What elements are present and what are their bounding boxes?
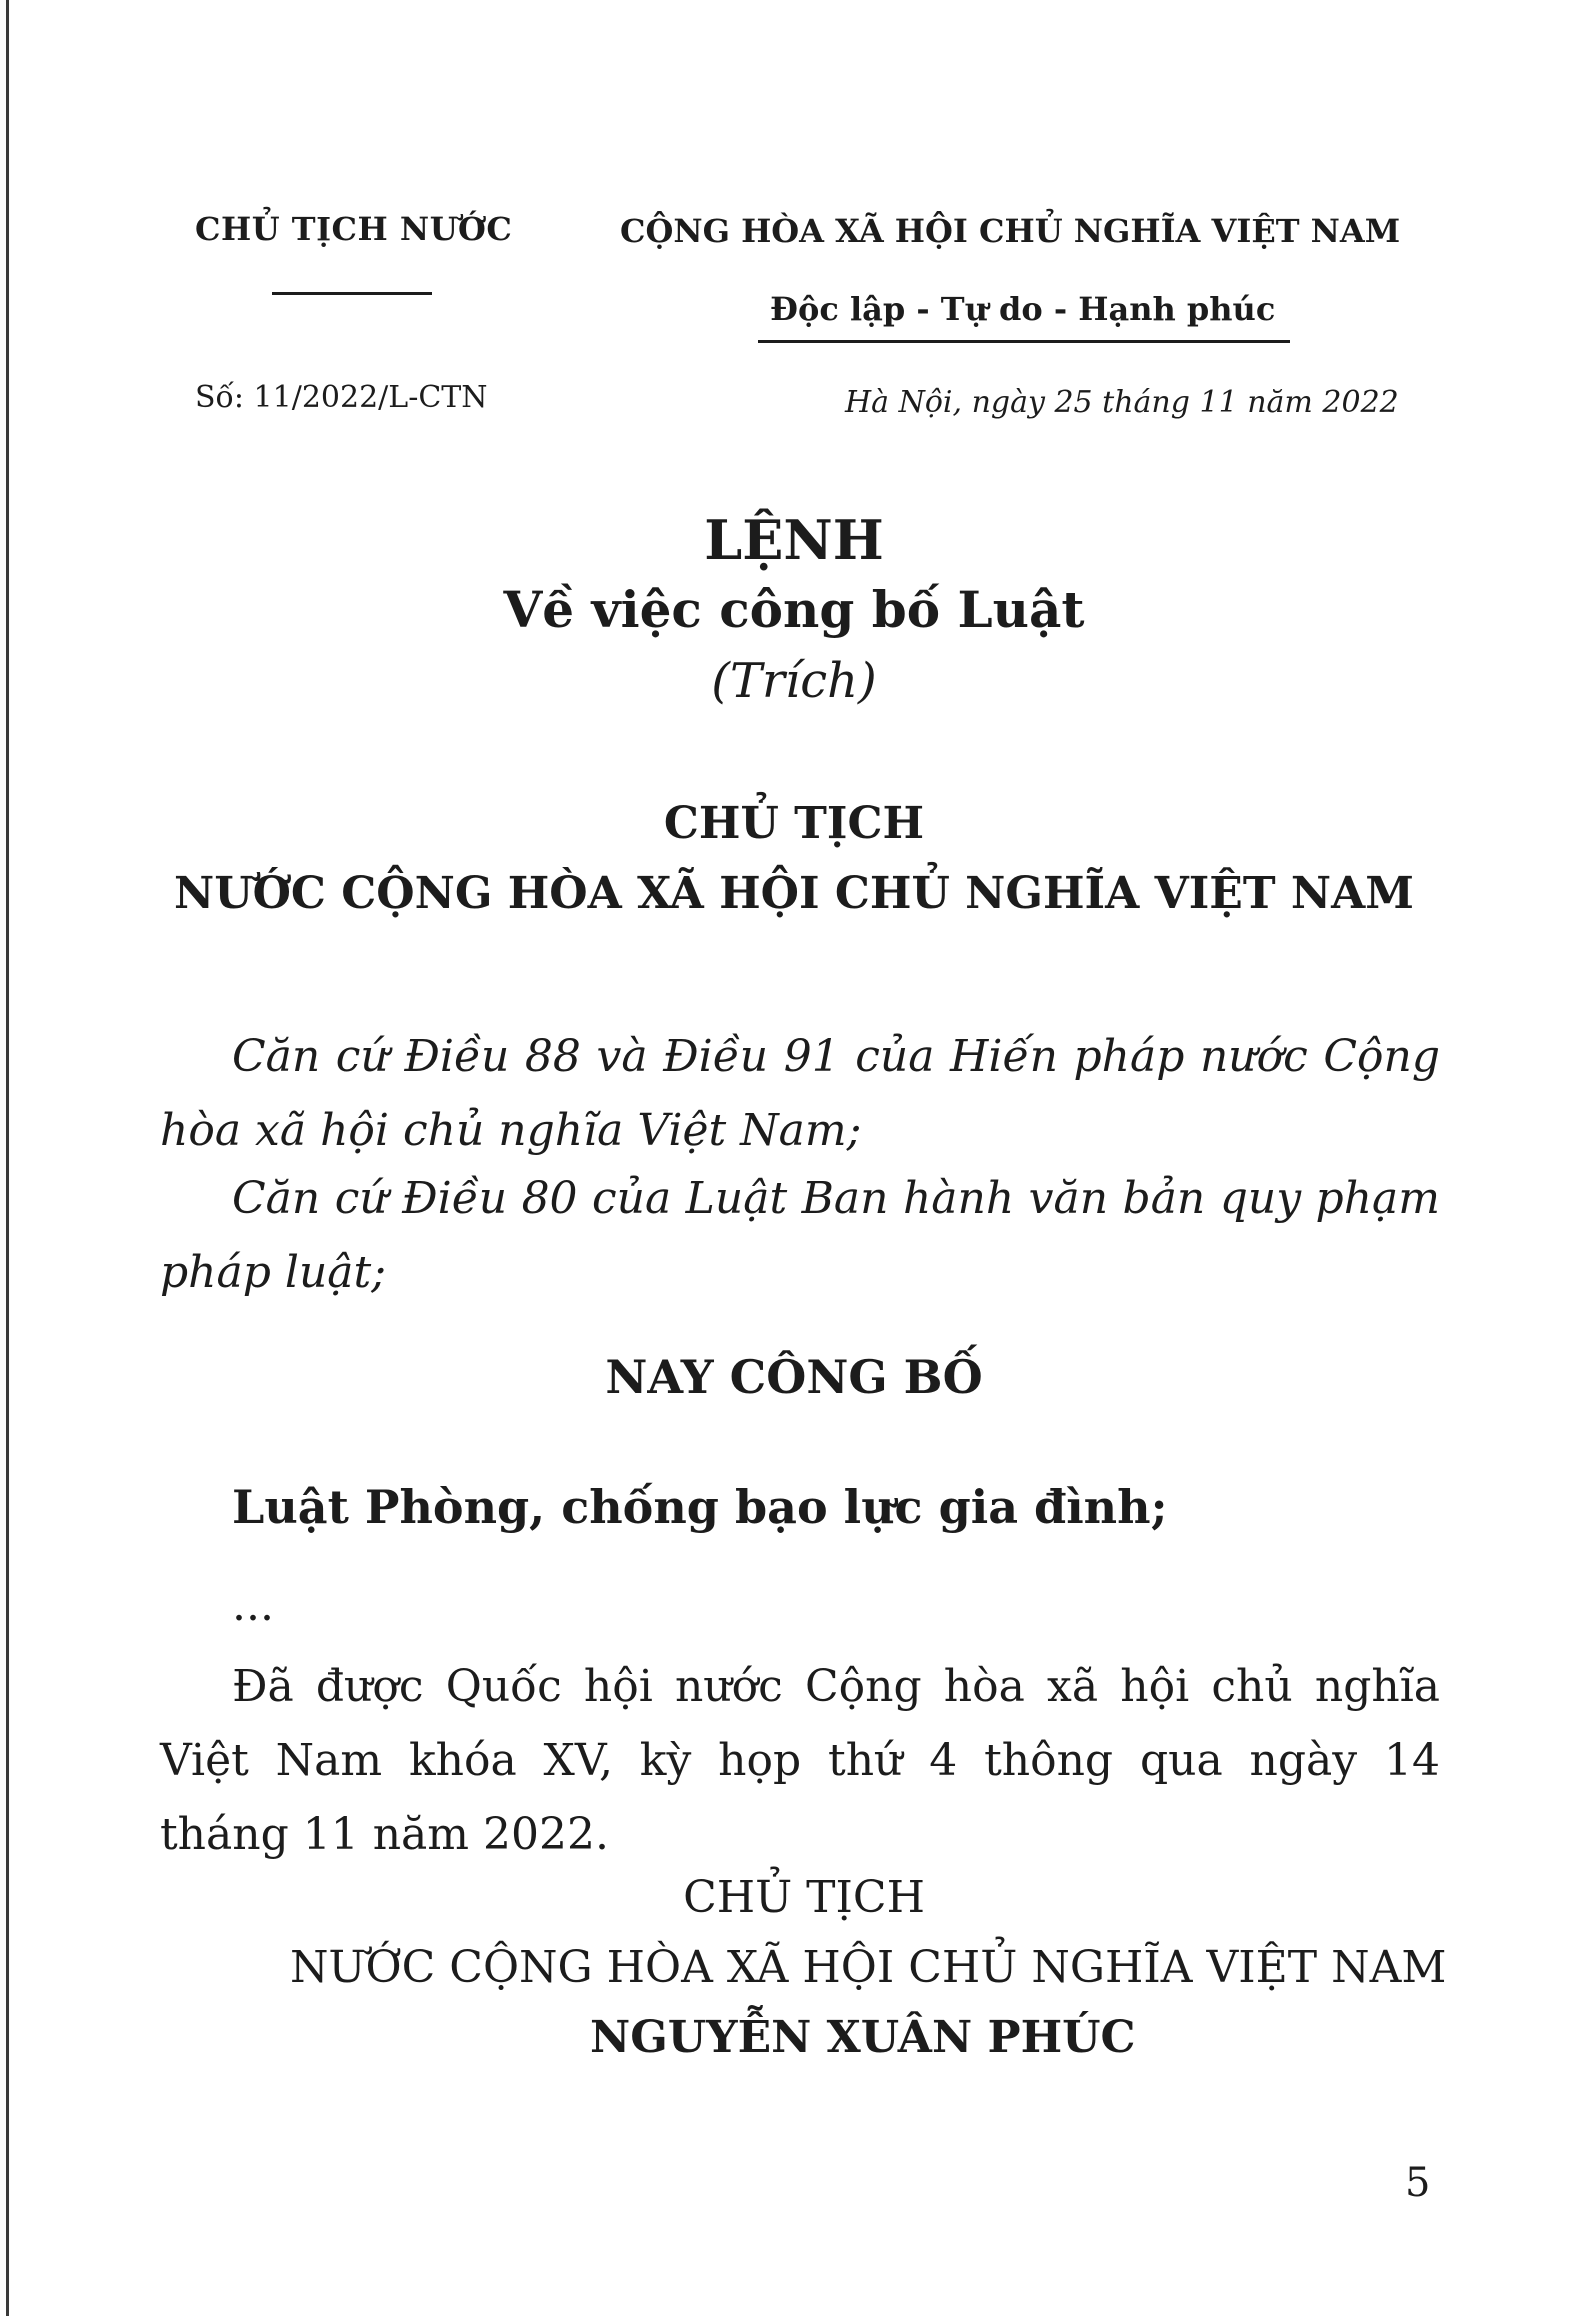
law-name: Luật Phòng, chống bạo lực gia đình; [232, 1480, 1168, 1534]
issuer-title: CHỦ TỊCH [663, 798, 925, 849]
legal-basis-2: Căn cứ Điều 80 của Luật Ban hành văn bản quy phạm pháp luật; [160, 1173, 1440, 1298]
document-number: Số: 11/2022/L-CTN [195, 380, 488, 415]
announcement-heading: NAY CÔNG BỐ [605, 1350, 983, 1404]
issuer-left-label: CHỦ TỊCH NƯỚC [195, 210, 513, 248]
excerpt-note: (Trích) [711, 653, 877, 709]
signatory-name: NGUYỄN XUÂN PHÚC [590, 2012, 1136, 2063]
passed-statement: Đã được Quốc hội nước Cộng hòa xã hội chủ nghĩa Việt Nam khóa XV, kỳ họp thứ 4 thông qua ngày 14 tháng 11 năm 2022. [160, 1661, 1440, 1860]
national-motto: Độc lập - Tự do - Hạnh phúc [770, 290, 1276, 328]
country-name: CỘNG HÒA XÃ HỘI CHỦ NGHĨA VIỆT NAM [620, 212, 1401, 250]
place-date: Hà Nội, ngày 25 tháng 11 năm 2022 [845, 385, 1399, 420]
signature-country: NƯỚC CỘNG HÒA XÃ HỘI CHỦ NGHĨA VIỆT NAM [290, 1942, 1447, 1993]
motto-underline [758, 340, 1290, 343]
omission-ellipsis: ... [232, 1580, 274, 1631]
issuer-left-underline [272, 292, 432, 295]
legal-basis-1: Căn cứ Điều 88 và Điều 91 của Hiến pháp nước Cộng hòa xã hội chủ nghĩa Việt Nam; [160, 1031, 1440, 1156]
signature-title: CHỦ TỊCH [683, 1872, 925, 1923]
issuer-country: NƯỚC CỘNG HÒA XÃ HỘI CHỦ NGHĨA VIỆT NAM [174, 868, 1414, 919]
page-number: 5 [1405, 2160, 1431, 2206]
document-title: LỆNH [704, 508, 884, 572]
document-subject: Về việc công bố Luật [503, 580, 1085, 639]
page-edge-line [6, 0, 9, 2316]
